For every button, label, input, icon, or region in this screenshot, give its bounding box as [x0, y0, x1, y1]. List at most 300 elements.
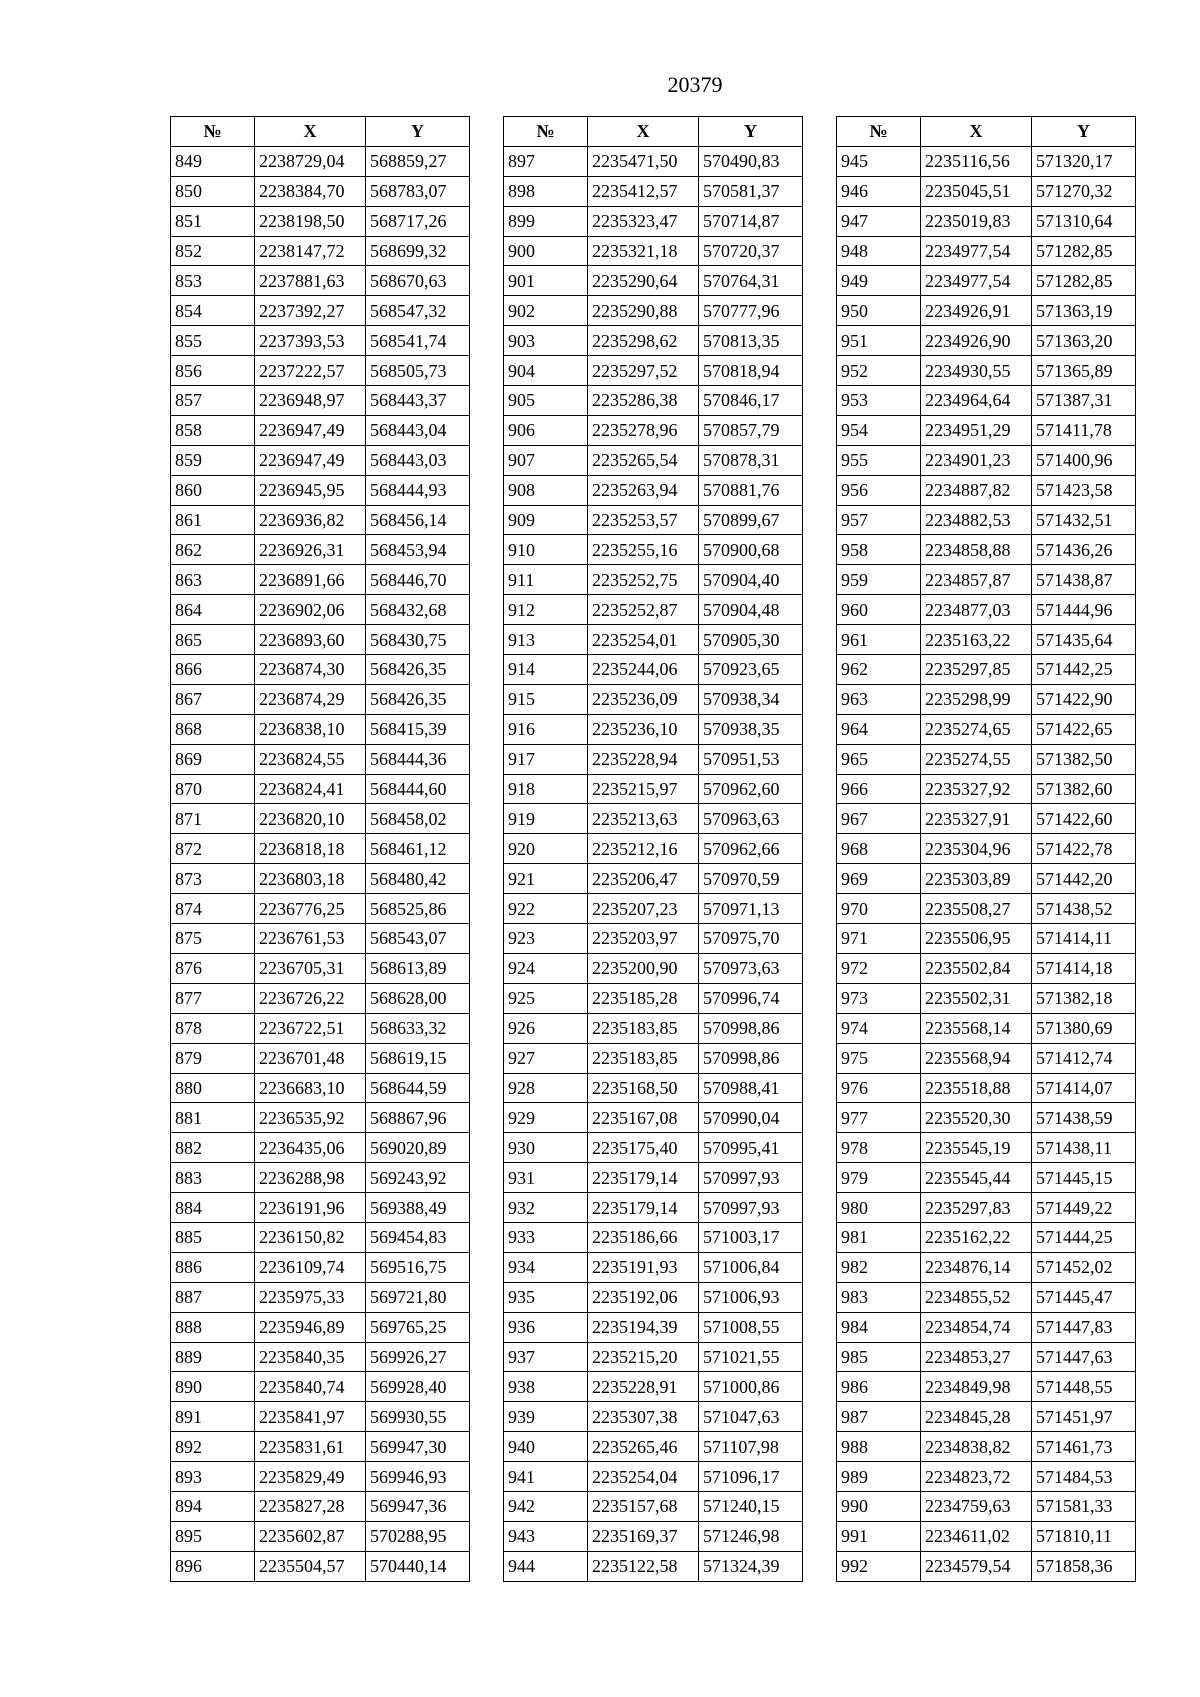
- point-number-cell: 952: [837, 356, 921, 386]
- y-coordinate-cell: 569020,89: [366, 1133, 470, 1163]
- table-row: [837, 445, 1136, 475]
- y-coordinate-cell: 568426,35: [366, 684, 470, 714]
- point-number-cell: 888: [171, 1312, 255, 1342]
- x-coordinate-cell: 2235841,97: [255, 1402, 366, 1432]
- point-number-cell: 889: [171, 1342, 255, 1372]
- table-row: [504, 953, 803, 983]
- x-coordinate-cell: 2235168,50: [588, 1073, 699, 1103]
- table-row: [171, 475, 470, 505]
- point-number-cell: 906: [504, 415, 588, 445]
- y-coordinate-cell: 571442,20: [1032, 864, 1136, 894]
- table-row: [171, 565, 470, 595]
- x-coordinate-cell: 2235185,28: [588, 983, 699, 1013]
- x-coordinate-cell: 2237392,27: [255, 296, 366, 326]
- x-coordinate-cell: 2235167,08: [588, 1103, 699, 1133]
- table-row: [504, 505, 803, 535]
- table-row: [504, 1372, 803, 1402]
- table-row: [504, 1103, 803, 1133]
- point-number-cell: 861: [171, 505, 255, 535]
- x-coordinate-cell: 2235303,89: [921, 864, 1032, 894]
- y-coordinate-cell: 569721,80: [366, 1282, 470, 1312]
- table-row: [837, 1402, 1136, 1432]
- table-row: [504, 1252, 803, 1282]
- point-number-cell: 934: [504, 1252, 588, 1282]
- point-number-cell: 980: [837, 1193, 921, 1223]
- y-coordinate-cell: 570904,48: [699, 595, 803, 625]
- y-coordinate-cell: 571324,39: [699, 1551, 803, 1581]
- table-row: [837, 1312, 1136, 1342]
- x-coordinate-cell: 2234823,72: [921, 1462, 1032, 1492]
- point-number-cell: 915: [504, 684, 588, 714]
- point-number-cell: 984: [837, 1312, 921, 1342]
- point-number-cell: 850: [171, 176, 255, 206]
- y-coordinate-cell: 571047,63: [699, 1402, 803, 1432]
- point-number-cell: 987: [837, 1402, 921, 1432]
- y-coordinate-cell: 571414,11: [1032, 924, 1136, 954]
- table-row: [171, 894, 470, 924]
- point-number-cell: 887: [171, 1282, 255, 1312]
- point-number-cell: 942: [504, 1491, 588, 1521]
- point-number-cell: 907: [504, 445, 588, 475]
- table-row: [171, 1222, 470, 1252]
- x-coordinate-cell: 2236150,82: [255, 1222, 366, 1252]
- table-row: [171, 1491, 470, 1521]
- table-row: [171, 415, 470, 445]
- table-row: [504, 326, 803, 356]
- x-coordinate-cell: 2236824,55: [255, 744, 366, 774]
- y-coordinate-cell: 570899,67: [699, 505, 803, 535]
- x-coordinate-cell: 2235265,46: [588, 1432, 699, 1462]
- table-row: [837, 1551, 1136, 1581]
- table-row: [504, 983, 803, 1013]
- point-number-cell: 936: [504, 1312, 588, 1342]
- table-row: [171, 924, 470, 954]
- y-coordinate-cell: 571436,26: [1032, 535, 1136, 565]
- x-coordinate-cell: 2234930,55: [921, 356, 1032, 386]
- point-number-cell: 892: [171, 1432, 255, 1462]
- y-coordinate-cell: 568541,74: [366, 326, 470, 356]
- y-coordinate-cell: 570951,53: [699, 744, 803, 774]
- table-row: [171, 1372, 470, 1402]
- point-number-cell: 859: [171, 445, 255, 475]
- table-row: [837, 535, 1136, 565]
- y-coordinate-cell: 570581,37: [699, 176, 803, 206]
- y-coordinate-cell: 571411,78: [1032, 415, 1136, 445]
- x-coordinate-cell: 2236820,10: [255, 804, 366, 834]
- y-coordinate-cell: 570881,76: [699, 475, 803, 505]
- y-coordinate-cell: 568547,32: [366, 296, 470, 326]
- y-coordinate-cell: 568717,26: [366, 206, 470, 236]
- table-row: [504, 714, 803, 744]
- x-coordinate-cell: 2235228,91: [588, 1372, 699, 1402]
- point-number-cell: 973: [837, 983, 921, 1013]
- table-row: [837, 924, 1136, 954]
- x-coordinate-cell: 2234964,64: [921, 386, 1032, 416]
- y-coordinate-cell: 568525,86: [366, 894, 470, 924]
- point-number-cell: 954: [837, 415, 921, 445]
- point-number-cell: 929: [504, 1103, 588, 1133]
- table-row: [837, 1432, 1136, 1462]
- x-coordinate-cell: 2234857,87: [921, 565, 1032, 595]
- y-coordinate-cell: 570962,66: [699, 834, 803, 864]
- point-number-cell: 863: [171, 565, 255, 595]
- y-coordinate-cell: 569926,27: [366, 1342, 470, 1372]
- x-coordinate-cell: 2235200,90: [588, 953, 699, 983]
- x-coordinate-cell: 2235286,38: [588, 386, 699, 416]
- table-row: [504, 1312, 803, 1342]
- y-coordinate-cell: 568699,32: [366, 236, 470, 266]
- table-row: [171, 326, 470, 356]
- y-coordinate-cell: 569946,93: [366, 1462, 470, 1492]
- page-number: 20379: [667, 72, 723, 97]
- table-row: [837, 505, 1136, 535]
- x-coordinate-cell: 2234901,23: [921, 445, 1032, 475]
- table-row: [171, 236, 470, 266]
- y-coordinate-cell: 571422,65: [1032, 714, 1136, 744]
- point-number-cell: 910: [504, 535, 588, 565]
- point-number-cell: 865: [171, 625, 255, 655]
- point-number-cell: 872: [171, 834, 255, 864]
- y-coordinate-cell: 570996,74: [699, 983, 803, 1013]
- y-coordinate-cell: 571858,36: [1032, 1551, 1136, 1581]
- table-row: [504, 1073, 803, 1103]
- y-coordinate-cell: 570963,63: [699, 804, 803, 834]
- y-coordinate-cell: 571438,87: [1032, 565, 1136, 595]
- table-row: [171, 296, 470, 326]
- x-coordinate-cell: 2235263,94: [588, 475, 699, 505]
- point-number-cell: 938: [504, 1372, 588, 1402]
- table-body: [837, 146, 1136, 1581]
- table-row: [504, 475, 803, 505]
- table-row: [504, 1432, 803, 1462]
- table-row: [171, 1193, 470, 1223]
- table-row: [504, 595, 803, 625]
- y-coordinate-cell: 568867,96: [366, 1103, 470, 1133]
- y-coordinate-cell: 568613,89: [366, 953, 470, 983]
- point-number-cell: 909: [504, 505, 588, 535]
- table-row: [837, 565, 1136, 595]
- point-number-cell: 922: [504, 894, 588, 924]
- y-coordinate-cell: 570720,37: [699, 236, 803, 266]
- point-number-cell: 966: [837, 774, 921, 804]
- table-row: [837, 1252, 1136, 1282]
- x-coordinate-cell: 2235191,93: [588, 1252, 699, 1282]
- table-row: [171, 864, 470, 894]
- x-coordinate-cell: 2234759,63: [921, 1491, 1032, 1521]
- y-coordinate-cell: 571422,78: [1032, 834, 1136, 864]
- table-row: [837, 1193, 1136, 1223]
- y-coordinate-cell: 571445,15: [1032, 1163, 1136, 1193]
- table-row: [504, 1402, 803, 1432]
- point-number-cell: 855: [171, 326, 255, 356]
- table-row: [837, 744, 1136, 774]
- point-number-cell: 905: [504, 386, 588, 416]
- x-coordinate-cell: 2236948,97: [255, 386, 366, 416]
- x-coordinate-cell: 2235321,18: [588, 236, 699, 266]
- y-coordinate-cell: 568633,32: [366, 1013, 470, 1043]
- point-number-cell: 974: [837, 1013, 921, 1043]
- table-row: [171, 595, 470, 625]
- y-coordinate-cell: 571447,83: [1032, 1312, 1136, 1342]
- point-number-cell: 930: [504, 1133, 588, 1163]
- x-coordinate-cell: 2234854,74: [921, 1312, 1032, 1342]
- point-number-cell: 857: [171, 386, 255, 416]
- point-number-cell: 920: [504, 834, 588, 864]
- point-number-cell: 970: [837, 894, 921, 924]
- table-row: [171, 1103, 470, 1133]
- table-row: [171, 1462, 470, 1492]
- x-coordinate-cell: 2235502,31: [921, 983, 1032, 1013]
- point-number-cell: 902: [504, 296, 588, 326]
- table-body: [504, 146, 803, 1581]
- header-number: №: [837, 117, 921, 147]
- x-coordinate-cell: 2234926,90: [921, 326, 1032, 356]
- table-row: [504, 1462, 803, 1492]
- table-row: [504, 1551, 803, 1581]
- y-coordinate-cell: 570971,13: [699, 894, 803, 924]
- point-number-cell: 856: [171, 356, 255, 386]
- x-coordinate-cell: 2236109,74: [255, 1252, 366, 1282]
- point-number-cell: 944: [504, 1551, 588, 1581]
- table-row: [504, 894, 803, 924]
- point-number-cell: 876: [171, 953, 255, 983]
- table-row: [504, 1342, 803, 1372]
- y-coordinate-cell: 571432,51: [1032, 505, 1136, 535]
- y-coordinate-cell: 571414,07: [1032, 1073, 1136, 1103]
- x-coordinate-cell: 2236936,82: [255, 505, 366, 535]
- x-coordinate-cell: 2234882,53: [921, 505, 1032, 535]
- x-coordinate-cell: 2236818,18: [255, 834, 366, 864]
- y-coordinate-cell: 570998,86: [699, 1013, 803, 1043]
- point-number-cell: 958: [837, 535, 921, 565]
- table-row: [171, 953, 470, 983]
- header-y: Y: [699, 117, 803, 147]
- point-number-cell: 935: [504, 1282, 588, 1312]
- point-number-cell: 904: [504, 356, 588, 386]
- point-number-cell: 939: [504, 1402, 588, 1432]
- y-coordinate-cell: 568415,39: [366, 714, 470, 744]
- x-coordinate-cell: 2238198,50: [255, 206, 366, 236]
- x-coordinate-cell: 2236705,31: [255, 953, 366, 983]
- x-coordinate-cell: 2236435,06: [255, 1133, 366, 1163]
- y-coordinate-cell: 570846,17: [699, 386, 803, 416]
- x-coordinate-cell: 2235518,88: [921, 1073, 1032, 1103]
- point-number-cell: 965: [837, 744, 921, 774]
- x-coordinate-cell: 2235323,47: [588, 206, 699, 236]
- point-number-cell: 972: [837, 953, 921, 983]
- y-coordinate-cell: 571422,90: [1032, 684, 1136, 714]
- x-coordinate-cell: 2236761,53: [255, 924, 366, 954]
- x-coordinate-cell: 2234849,98: [921, 1372, 1032, 1402]
- y-coordinate-cell: 570490,83: [699, 146, 803, 176]
- table-row: [837, 356, 1136, 386]
- y-coordinate-cell: 571246,98: [699, 1521, 803, 1551]
- point-number-cell: 959: [837, 565, 921, 595]
- y-coordinate-cell: 571382,50: [1032, 744, 1136, 774]
- table-row: [504, 296, 803, 326]
- table-row: [171, 1551, 470, 1581]
- x-coordinate-cell: 2235252,87: [588, 595, 699, 625]
- x-coordinate-cell: 2235236,10: [588, 714, 699, 744]
- point-number-cell: 932: [504, 1193, 588, 1223]
- x-coordinate-cell: 2235297,83: [921, 1193, 1032, 1223]
- y-coordinate-cell: 568505,73: [366, 356, 470, 386]
- point-number-cell: 897: [504, 146, 588, 176]
- point-number-cell: 975: [837, 1043, 921, 1073]
- coordinate-table-1: [170, 116, 470, 1582]
- header-number: №: [171, 117, 255, 147]
- point-number-cell: 849: [171, 146, 255, 176]
- y-coordinate-cell: 568443,37: [366, 386, 470, 416]
- table-row: [837, 1013, 1136, 1043]
- table-row: [171, 655, 470, 685]
- point-number-cell: 913: [504, 625, 588, 655]
- table-row: [504, 864, 803, 894]
- y-coordinate-cell: 570905,30: [699, 625, 803, 655]
- table-row: [504, 744, 803, 774]
- x-coordinate-cell: 2235045,51: [921, 176, 1032, 206]
- table-row: [504, 535, 803, 565]
- table-row: [504, 1133, 803, 1163]
- y-coordinate-cell: 570988,41: [699, 1073, 803, 1103]
- table-row: [837, 804, 1136, 834]
- y-coordinate-cell: 570288,95: [366, 1521, 470, 1551]
- point-number-cell: 940: [504, 1432, 588, 1462]
- y-coordinate-cell: 569388,49: [366, 1193, 470, 1223]
- y-coordinate-cell: 571003,17: [699, 1222, 803, 1252]
- table-row: [504, 415, 803, 445]
- x-coordinate-cell: 2235504,57: [255, 1551, 366, 1581]
- x-coordinate-cell: 2234977,54: [921, 266, 1032, 296]
- x-coordinate-cell: 2236535,92: [255, 1103, 366, 1133]
- x-coordinate-cell: 2235254,04: [588, 1462, 699, 1492]
- point-number-cell: 982: [837, 1252, 921, 1282]
- table-row: [504, 1282, 803, 1312]
- x-coordinate-cell: 2234611,02: [921, 1521, 1032, 1551]
- x-coordinate-cell: 2234926,91: [921, 296, 1032, 326]
- y-coordinate-cell: 571445,47: [1032, 1282, 1136, 1312]
- table-row: [504, 445, 803, 475]
- y-coordinate-cell: 571810,11: [1032, 1521, 1136, 1551]
- header-y: Y: [1032, 117, 1136, 147]
- table-row: [837, 1521, 1136, 1551]
- y-coordinate-cell: 568444,60: [366, 774, 470, 804]
- point-number-cell: 957: [837, 505, 921, 535]
- point-number-cell: 986: [837, 1372, 921, 1402]
- y-coordinate-cell: 571422,60: [1032, 804, 1136, 834]
- table-row: [837, 1103, 1136, 1133]
- y-coordinate-cell: 570813,35: [699, 326, 803, 356]
- x-coordinate-cell: 2235297,85: [921, 655, 1032, 685]
- point-number-cell: 950: [837, 296, 921, 326]
- point-number-cell: 891: [171, 1402, 255, 1432]
- table-row: [504, 1013, 803, 1043]
- point-number-cell: 969: [837, 864, 921, 894]
- y-coordinate-cell: 571320,17: [1032, 146, 1136, 176]
- point-number-cell: 923: [504, 924, 588, 954]
- table-row: [171, 1163, 470, 1193]
- x-coordinate-cell: 2235298,99: [921, 684, 1032, 714]
- x-coordinate-cell: 2235183,85: [588, 1013, 699, 1043]
- y-coordinate-cell: 568426,35: [366, 655, 470, 685]
- point-number-cell: 852: [171, 236, 255, 266]
- y-coordinate-cell: 571282,85: [1032, 236, 1136, 266]
- table-row: [837, 625, 1136, 655]
- point-number-cell: 981: [837, 1222, 921, 1252]
- x-coordinate-cell: 2235179,14: [588, 1163, 699, 1193]
- table-row: [171, 834, 470, 864]
- point-number-cell: 931: [504, 1163, 588, 1193]
- x-coordinate-cell: 2235602,87: [255, 1521, 366, 1551]
- point-number-cell: 895: [171, 1521, 255, 1551]
- table-row: [504, 1222, 803, 1252]
- x-coordinate-cell: 2235304,96: [921, 834, 1032, 864]
- x-coordinate-cell: 2234877,03: [921, 595, 1032, 625]
- x-coordinate-cell: 2235206,47: [588, 864, 699, 894]
- y-coordinate-cell: 568859,27: [366, 146, 470, 176]
- point-number-cell: 992: [837, 1551, 921, 1581]
- x-coordinate-cell: 2235545,19: [921, 1133, 1032, 1163]
- point-number-cell: 874: [171, 894, 255, 924]
- point-number-cell: 884: [171, 1193, 255, 1223]
- point-number-cell: 912: [504, 595, 588, 625]
- y-coordinate-cell: 569928,40: [366, 1372, 470, 1402]
- x-coordinate-cell: 2235946,89: [255, 1312, 366, 1342]
- point-number-cell: 921: [504, 864, 588, 894]
- table-row: [837, 983, 1136, 1013]
- y-coordinate-cell: 568456,14: [366, 505, 470, 535]
- table-row: [171, 1043, 470, 1073]
- x-coordinate-cell: 2234855,52: [921, 1282, 1032, 1312]
- x-coordinate-cell: 2235290,88: [588, 296, 699, 326]
- y-coordinate-cell: 569516,75: [366, 1252, 470, 1282]
- point-number-cell: 898: [504, 176, 588, 206]
- y-coordinate-cell: 570764,31: [699, 266, 803, 296]
- y-coordinate-cell: 571387,31: [1032, 386, 1136, 416]
- point-number-cell: 955: [837, 445, 921, 475]
- y-coordinate-cell: 568444,36: [366, 744, 470, 774]
- point-number-cell: 983: [837, 1282, 921, 1312]
- x-coordinate-cell: 2235169,37: [588, 1521, 699, 1551]
- y-coordinate-cell: 570995,41: [699, 1133, 803, 1163]
- table-row: [837, 1282, 1136, 1312]
- x-coordinate-cell: 2235471,50: [588, 146, 699, 176]
- x-coordinate-cell: 2235568,14: [921, 1013, 1032, 1043]
- table-row: [504, 1193, 803, 1223]
- point-number-cell: 948: [837, 236, 921, 266]
- table-row: [171, 1133, 470, 1163]
- header-row: [504, 117, 803, 147]
- point-number-cell: 883: [171, 1163, 255, 1193]
- x-coordinate-cell: 2236891,66: [255, 565, 366, 595]
- table-row: [837, 1043, 1136, 1073]
- y-coordinate-cell: 568443,04: [366, 415, 470, 445]
- table-row: [837, 1372, 1136, 1402]
- y-coordinate-cell: 568443,03: [366, 445, 470, 475]
- point-number-cell: 879: [171, 1043, 255, 1073]
- point-number-cell: 870: [171, 774, 255, 804]
- x-coordinate-cell: 2235274,65: [921, 714, 1032, 744]
- x-coordinate-cell: 2236726,22: [255, 983, 366, 1013]
- point-number-cell: 882: [171, 1133, 255, 1163]
- x-coordinate-cell: 2235290,64: [588, 266, 699, 296]
- table-row: [837, 475, 1136, 505]
- y-coordinate-cell: 571006,84: [699, 1252, 803, 1282]
- point-number-cell: 880: [171, 1073, 255, 1103]
- y-coordinate-cell: 571435,64: [1032, 625, 1136, 655]
- table-row: [504, 1491, 803, 1521]
- table-row: [504, 206, 803, 236]
